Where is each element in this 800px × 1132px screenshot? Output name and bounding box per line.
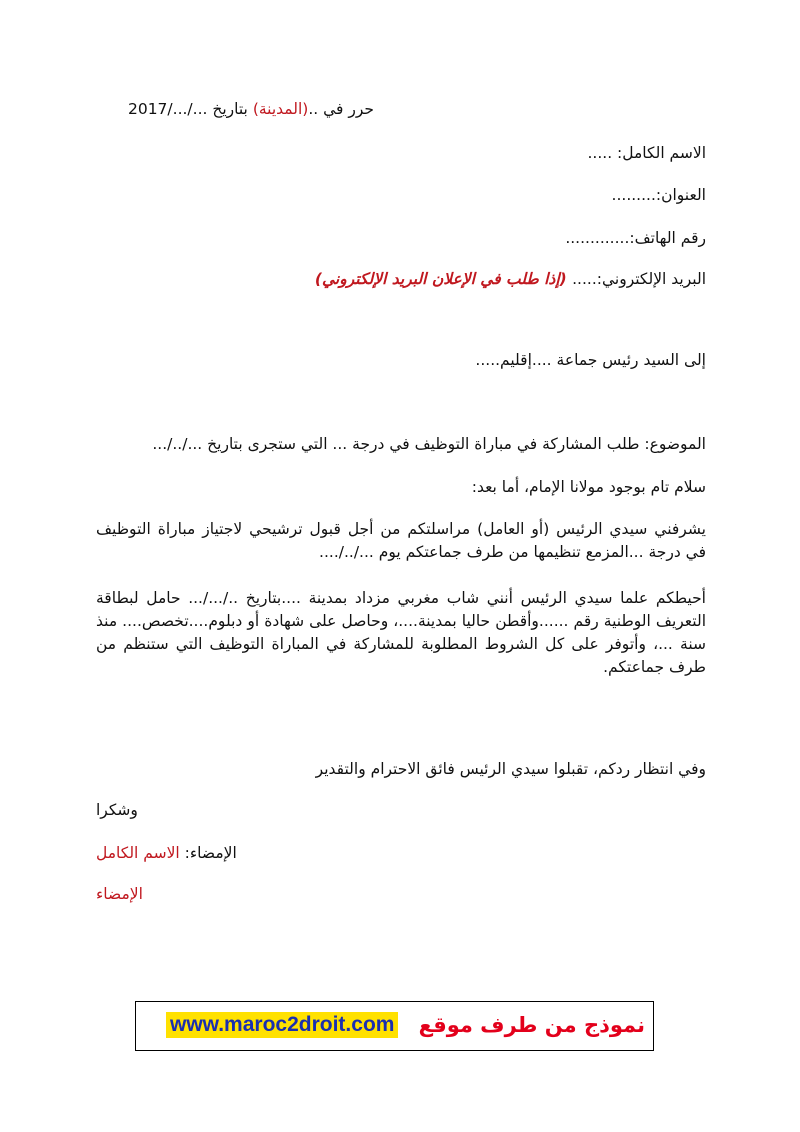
sender-email-line bbox=[315, 269, 706, 289]
subject-line: الموضوع: طلب المشاركة في مباراة التوظيف في درجة ... التي ستجرى بتاريخ .../../... bbox=[152, 435, 706, 453]
paragraph-request: يشرفني سيدي الرئيس (أو العامل) مراسلتكم من أجل قبول ترشيحي لاجتياز مباراة التوظيف في درجة ...المزمع تنظيمها من طرف جماعتكم يوم .../../.... bbox=[96, 520, 706, 561]
sender-name-line: الاسم الكامل: ..... bbox=[587, 144, 706, 162]
signature-name: الاسم الكامل bbox=[96, 844, 180, 862]
signature-placeholder: الإمضاء bbox=[96, 885, 143, 903]
email-note: (إذا طلب في الإعلان البريد الإلكتروني) bbox=[314, 270, 573, 288]
salutation-line: سلام تام بوجود مولانا الإمام، أما بعد: bbox=[471, 478, 706, 496]
closing-line: وفي انتظار ردكم، تقبلوا سيدي الرئيس فائق الاحترام والتقدير bbox=[315, 760, 706, 778]
sender-address-line: العنوان:......... bbox=[611, 186, 706, 204]
thanks-line: وشكرا bbox=[96, 801, 138, 819]
signature-label: الإمضاء: bbox=[179, 844, 237, 862]
date-prefix: حرر في .. bbox=[308, 100, 374, 118]
paragraph-candidate-info: أحيطكم علما سيدي الرئيس أنني شاب مغربي مزداد بمدينة ....بتاريخ ../.../... حامل لبطاقة التعريف الوطنية رقم ......وأقطن حاليا بمدينة....، وحاصل على شهادة أو دبلوم....تخصص.... منذ سنة ...، وأتوفر على كل الشروط المطلوبة للمشاركة في المباراة التوظيف التي ستنظم من طرف جماعتكم. bbox=[96, 589, 706, 676]
email-prefix: البريد الإلكتروني:..... bbox=[572, 270, 706, 288]
date-suffix: بتاريخ .../.../2017 bbox=[127, 100, 253, 118]
date-line bbox=[96, 99, 374, 119]
recipient-line: إلى السيد رئيس جماعة ....إقليم..... bbox=[475, 351, 706, 369]
sender-phone-line: رقم الهاتف:............. bbox=[565, 229, 706, 247]
signature-line bbox=[96, 843, 237, 863]
footer-caption: نموذج من طرف موقع bbox=[418, 1013, 645, 1037]
footer-url-link[interactable]: www.maroc2droit.com bbox=[166, 1012, 398, 1038]
city-placeholder: (المدينة) bbox=[252, 100, 309, 118]
